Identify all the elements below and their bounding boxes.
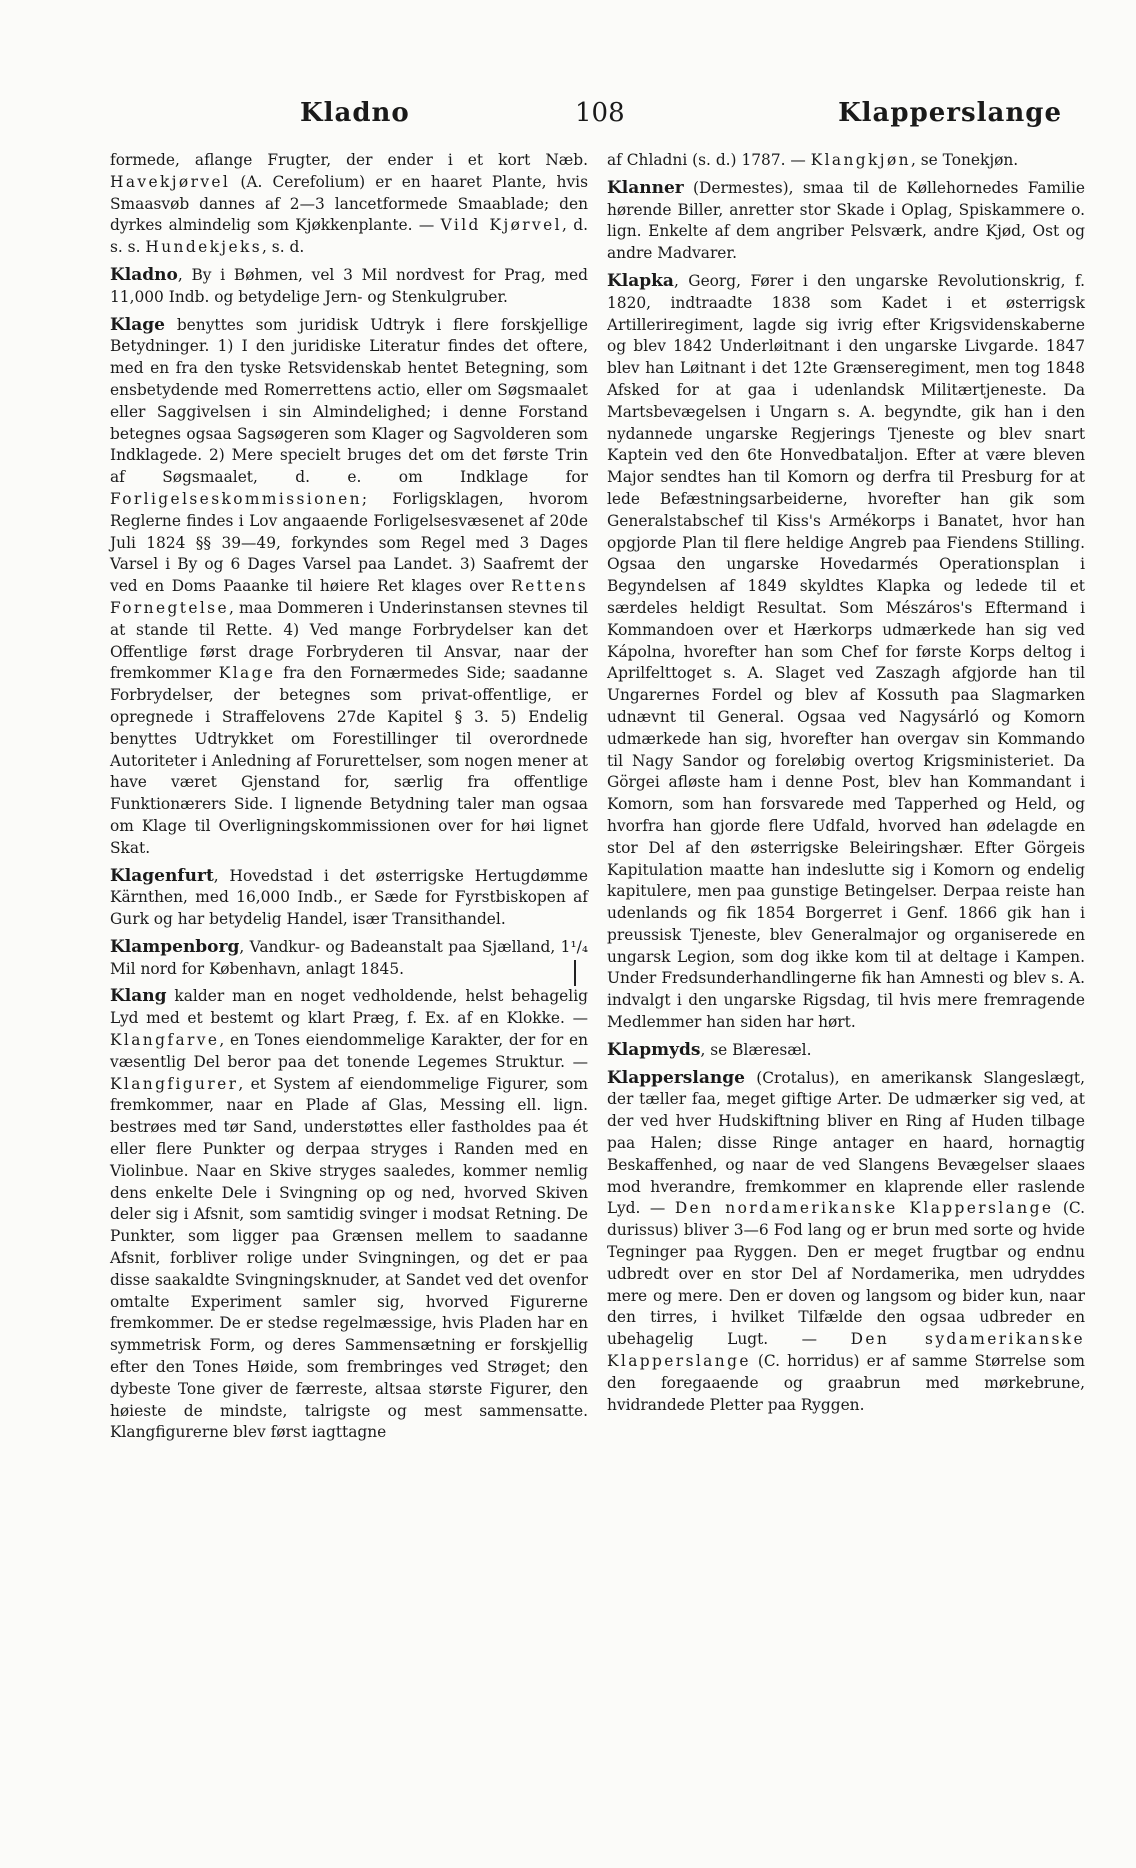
entry-text: , Hovedstad i det østerrigske Hertugdømme Kärnthen, med 16,000 Indb., er Sæde for Fyrstbiskopen af Gurk og har betydelig Handel, især Transithandel. [110, 866, 588, 929]
entry-headword: Klapmyds [607, 1039, 701, 1060]
dictionary-entry [607, 150, 1085, 172]
entry-headword: Klanner [607, 177, 684, 198]
entry-text: , se Blæresæl. [700, 1040, 812, 1059]
entry-text: kalder man en noget vedholdende, helst behagelig Lyd med et bestemt og klart Præg, f. Ex. af en Klokke. — [110, 987, 588, 1028]
entry-text: (A. Cerefolium) er en haaret Plante, hvis Smaasvøb dannes af 2—3 lancetformede Smaablade; den dyrkes almindelig som Kjøkkenplante. — [110, 172, 588, 235]
entry-headword: Klang [110, 986, 167, 1007]
entry-text: benyttes som juridisk Udtryk i flere forskjellige Betydninger. 1) I den juridiske Literatur findes det oftere, med en fra den tyske Retsvidenskab hentet Betegning, som ensbetydende med Romerrettens actio, eller om Søgsmaalet eller Saggivelsen i sin Almindelighed; i denne Forstand betegnes ogsaa Sagsøgeren som Klager og Sagvolderen som Indklagede. 2) Mere specielt bruges det om det første Trin af Søgsmaalet, d. e. om Indklage for [110, 315, 588, 487]
entry-text: ; Forligsklagen, hvorom Reglerne findes i Lov angaaende Forligelsesvæsenet af 20de Juli 1824 §§ 39—49, forkyndes som Regel med 3 Dages Varsel i By og 6 Dages Varsel paa Landet. 3) Saafremt der ved en Doms Paaanke til høiere Ret klages over [110, 489, 588, 596]
running-head-right: Klapperslange [838, 98, 1062, 128]
entry-subterm: Rettens Fornegtelse [110, 577, 588, 617]
entry-subterm: Klangkjøn [810, 151, 911, 169]
entry-text: , et System af eiendommelige Figurer, som fremkommer, naar en Plade af Glas, Messing ell. lign. bestrøes med tør Sand, understøttes eller fastholdes paa ét eller flere Punkter og derpaa stryges i Randen med en Violinbue. Naar en Skive stryges saaledes, kommer nemlig dens enkelte Dele i Svingning op og ned, hvorved Skiven deler sig i Afsnit, som samtidig svinger i modsat Retning. De Punkter, som ligger paa Grænsen mellem to saadanne Afsnit, forbliver rolige under Svingningen, og det er paa disse saakaldte Svingningsknuder, at Sandet ved det ovenfor omtalte Experiment samler sig, hvorved Figurerne fremkommer. De er stedse regelmæssige, hvis Pladen har en symmetrisk Form, og deres Sammensætning er forskjellig efter den Tones Høide, som frembringes ved Strøget; den dybeste Tone giver de færreste, altsaa største Figurer, den høieste de mindste, talrigste og mest sammensatte. Klangfigurerne blev først iagttagne [110, 1074, 588, 1442]
entry-subterm: Havekjørvel [110, 172, 231, 191]
entry-text: (C. durissus) bliver 3—6 Fod lang og er brun med sorte og hvide Tegninger paa Ryggen. Den er meget frugtbar og endnu udbredt over en stor Del af Nordamerika, men udryddes mere og mere. Den er doven og langsom og bider kun, naar den tirres, i hvilket Tilfælde den ogsaa udbreder en ubehagelig Lugt. — [607, 1199, 1085, 1349]
dictionary-entry [110, 986, 588, 1444]
entry-text: , By i Bøhmen, vel 3 Mil nordvest for Prag, med 11,000 Indb. og betydelige Jern- og Stenkulgruber. [110, 265, 588, 306]
entry-subterm: Hundekjeks [145, 238, 263, 257]
entry-headword: Klage [110, 314, 165, 335]
entry-subterm: Klage [218, 664, 276, 683]
entry-subterm: Klangfarve [110, 1031, 220, 1050]
entry-text: formede, aflange Frugter, der ender i et kort Næb. [110, 151, 588, 169]
dictionary-entry [607, 271, 1085, 1034]
entry-text: (Dermestes), smaa til de Køllehornedes Familie hørende Biller, anretter stor Skade i Oplag, Spiskammere o. lign. Enkelte af dem angriber Pelsværk, andre Kjød, Ost og andre Madvarer. [607, 178, 1085, 263]
entry-subterm: Klangfigurer [110, 1074, 239, 1093]
dictionary-entry [110, 315, 588, 860]
entry-subterm: Den sydamerikanske Klapperslange [607, 1330, 1085, 1371]
entry-headword: Klapperslange [607, 1067, 745, 1088]
left-column [110, 150, 588, 1450]
entry-text: , d. s. s. [110, 216, 588, 257]
entry-headword: Kladno [110, 264, 178, 285]
entry-headword: Klapka [607, 270, 674, 291]
right-column [607, 150, 1085, 1422]
entry-headword: Klampenborg [110, 936, 240, 957]
entry-text: fra den Fornærmedes Side; saadanne Forbrydelser, der betegnes som privat-offentlige, er opregnede i Straffelovens 27de Kapitel § 3. 5) Endelig benyttes Udtrykket om Forestillinger til overordnede Autoriteter i Anledning af Forurettelser, som nogen mener at have været Gjenstand for, særlig fra offentlige Funktionærers Side. I lignende Betydning taler man ogsaa om Klage til Overligningskommissionen over for høi lignet Skat. [110, 664, 588, 857]
page-number: 108 [575, 98, 625, 128]
entry-text: , Georg, Fører i den ungarske Revolutionskrig, f. 1820, indtraadte 1838 som Kadet i et østerrigsk Artilleriregiment, lagde sig ivrig efter Krigsvidenskaberne og blev 1842 Underløitnant i den ungarske Livgarde. 1847 blev han Løitnant i det 12te Grænseregiment, men tog 1848 Afsked for at gaa i udenlandsk Militærtjeneste. Da Martsbevægelsen i Ungarn s. A. begyndte, gik han i den nydannede ungarske Regjerings Tjeneste og blev snart Kaptein ved den 6te Honvedbataljon. Efter at være bleven Major sendtes han til Komorn og derfra til Presburg for at lede Befæstningsarbeiderne, hvorefter han gik som Generalstabschef til Kiss's Armékorps i Banatet, hvor han opgjorde Plan til flere heldige Angreb paa Fiendens Stilling. Ogsaa den ungarske Hovedarmés Operationsplan i Begyndelsen af 1849 skyldtes Klapka og ledede til et særdeles heldigt Resultat. Som Mészáros's Eftermand i Kommandoen over et Hærkorps udmærkede han sig ved Kápolna, hvorefter han som Chef for første Korps deltog i Aprilfelttoget s. A. Slaget ved Zaszagh afgjorde han til Ungarernes Fordel og blev af Kossuth paa Slagmarken udnævnt til General. Ogsaa ved Nagysárló og Komorn udmærkede han sig, hvorefter han overgav sin Kommando til Nagy Sandor og foreløbig overtog Krigsministeriet. Da Görgei afløste ham i denne Post, blev han Kommandant i Komorn, som han forsvarede med Tapperhed og Held, og hvorfra han gjorde flere Udfald, hvorved han ødelagde en stor Del af den østerrigske Beleiringshær. Efter Görgeis Kapitulation maatte han indeslutte sig i Komorn og endelig kapitulere, men paa gunstige Betingelser. Derpaa reiste han udenlands og fik 1854 Borgerret i Genf. 1866 gik han i preussisk Tjeneste, blev Generalmajor og organiserede en ungarsk Legion, som dog ikke kom til at deltage i Kampen. Under Fredsunderhandlingerne fik han Amnesti og blev s. A. indvalgt i den ungarske Rigsdag, til hvis mere fremragende Medlemmer han siden har hørt. [607, 271, 1085, 1032]
dictionary-entry [607, 178, 1085, 265]
running-head-left: Kladno [300, 98, 410, 128]
entry-headword: Klagenfurt [110, 865, 214, 886]
dictionary-entry [110, 866, 588, 931]
entry-text: , se Tonekjøn. [910, 151, 1019, 169]
entry-text: (C. horridus) er af samme Størrelse som den foregaaende og graabrun med mørkebrune, hvidrandede Pletter paa Ryggen. [607, 1352, 1085, 1414]
dictionary-entry [607, 1040, 1085, 1062]
dictionary-entry [110, 265, 588, 309]
entry-subterm: Forligelseskommissionen [110, 489, 362, 508]
entry-text: , Vandkur- og Badeanstalt paa Sjælland, 1¹/₄ Mil nord for København, anlagt 1845. [110, 937, 588, 978]
entry-text: (Crotalus), en amerikansk Slangeslægt, der tæller faa, meget giftige Arter. De udmærker sig ved, at der ved hver Hudskiftning bliver en Ring af Huden tilbage paa Halen; disse Ringe antager en haard, hornagtig Beskaffenhed, og naar de ved Slangens Bevægelser slaaes mod hverandre, fremkommer en klaprende eller raslende Lyd. — [607, 1068, 1085, 1218]
entry-text: , s. d. [262, 238, 305, 257]
column-rule-mark [574, 960, 576, 986]
entry-subterm: Vild Kjørvel [440, 216, 562, 235]
entry-subterm: Den nordamerikanske Klapperslange [674, 1199, 1054, 1218]
dictionary-entry [607, 1068, 1085, 1417]
entry-text: , en Tones eiendommelige Karakter, der for en væsentlig Del beror paa det tonende Legemes Struktur. — [110, 1031, 588, 1071]
running-head [110, 98, 1070, 138]
entry-text: af Chladni (s. d.) 1787. — [607, 151, 811, 169]
dictionary-entry [110, 150, 588, 259]
dictionary-entry [110, 937, 588, 981]
entry-text: , maa Dommeren i Underinstansen stevnes til at stande til Rette. 4) Ved mange Forbrydelser kan det Offentlige først drage Forbryderen til Ansvar, naar der fremkommer [110, 598, 588, 683]
